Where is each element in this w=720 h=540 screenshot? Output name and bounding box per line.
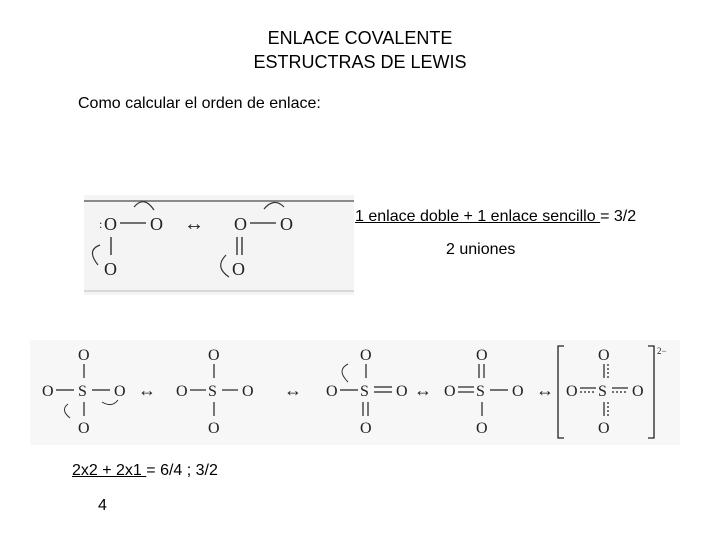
atom-o-bottom: O bbox=[232, 259, 245, 279]
atom-o-left: O bbox=[176, 383, 188, 400]
slide-title-line2: ESTRUCTRAS DE LEWIS bbox=[253, 52, 467, 72]
sulfate-result: = 6/4 ; 3/2 bbox=[146, 462, 218, 479]
image-background bbox=[84, 195, 354, 295]
resonance-arrow-icon: ↔ bbox=[284, 380, 302, 400]
atom-o-bottom: O bbox=[476, 420, 488, 437]
ozone-result: = 3/2 bbox=[600, 208, 637, 225]
atom-o-bottom: O bbox=[598, 420, 610, 437]
atom-s: S bbox=[208, 383, 217, 400]
atom-o-left: O bbox=[326, 383, 338, 400]
ozone-denominator: 2 uniones bbox=[446, 241, 516, 258]
sulfate-bond-order-formula bbox=[72, 462, 218, 480]
sulfate-denominator: 4 bbox=[98, 497, 107, 514]
atom-o-top: O bbox=[360, 347, 372, 364]
atom-o-bottom: O bbox=[360, 420, 372, 437]
resonance-arrow-icon: ↔ bbox=[138, 380, 156, 400]
atom-o-top: O bbox=[598, 347, 610, 364]
atom-o-center: O bbox=[150, 214, 163, 234]
atom-o-right: O bbox=[632, 383, 644, 400]
image-background bbox=[30, 340, 680, 445]
charge-label: 2− bbox=[657, 346, 667, 356]
atom-o-right: O bbox=[242, 383, 254, 400]
ozone-numerator: 1 enlace doble + 1 enlace sencillo bbox=[355, 208, 601, 225]
atom-o-bottom: O bbox=[104, 259, 117, 279]
sulfate-resonance-image bbox=[30, 340, 680, 445]
resonance-arrow-icon: ↔ bbox=[184, 213, 204, 235]
atom-o-right: O bbox=[512, 383, 524, 400]
atom-o-top: O bbox=[78, 347, 90, 364]
ozone-resonance-image bbox=[84, 195, 354, 295]
atom-o-right: O bbox=[114, 383, 126, 400]
atom-o-left: O bbox=[104, 214, 117, 234]
atom-o-center: O bbox=[234, 214, 247, 234]
atom-o-bottom: O bbox=[208, 420, 220, 437]
lone-pair-dots: : bbox=[99, 217, 103, 231]
sulfate-numerator: 2x2 + 2x1 bbox=[72, 462, 147, 479]
resonance-arrow-icon: ↔ bbox=[414, 380, 432, 400]
ozone-bond-order-formula bbox=[355, 208, 636, 226]
atom-o-top: O bbox=[476, 347, 488, 364]
atom-s: S bbox=[78, 383, 87, 400]
atom-o-left: O bbox=[566, 383, 578, 400]
atom-s: S bbox=[360, 383, 369, 400]
atom-o-right: O bbox=[280, 214, 293, 234]
resonance-arrow-icon: ↔ bbox=[536, 380, 554, 400]
subtitle: Como calcular el orden de enlace: bbox=[78, 95, 321, 112]
atom-o-right: O bbox=[396, 383, 408, 400]
atom-o-left: O bbox=[444, 383, 456, 400]
atom-o-bottom: O bbox=[78, 420, 90, 437]
atom-s: S bbox=[598, 383, 607, 400]
slide-title-line1: ENLACE COVALENTE bbox=[267, 28, 453, 48]
atom-o-left: O bbox=[42, 383, 54, 400]
atom-o-top: O bbox=[208, 347, 220, 364]
atom-s: S bbox=[476, 383, 485, 400]
